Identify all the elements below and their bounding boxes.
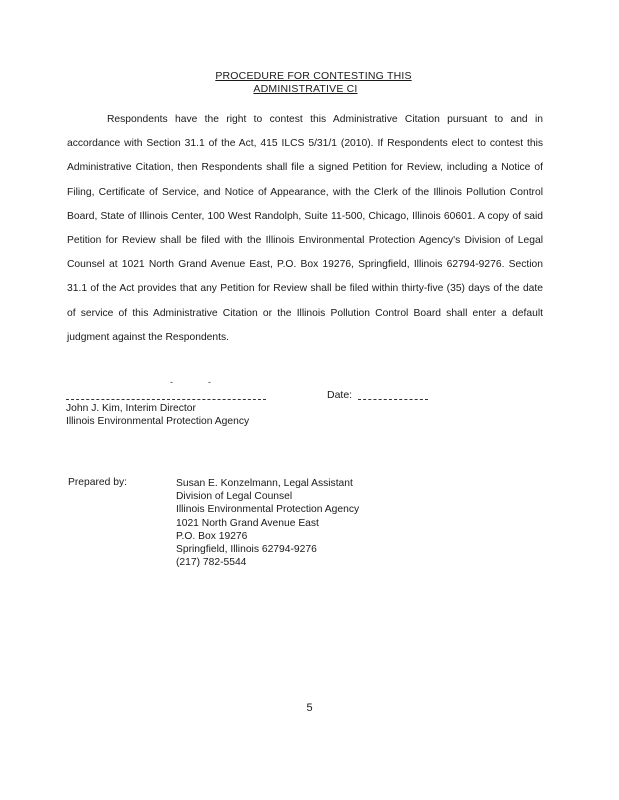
date-label: Date:: [327, 389, 353, 401]
preparer-line: Illinois Environmental Protection Agency: [176, 504, 360, 516]
procedure-paragraph: Respondents have the right to contest this Administrative Citation pursuant to and in accordance with Section 31.1 of the Act, 415 ILCS 5/31/1 (2010). If Respondents elect to contest this Administrative Citation, then Respondents shall file a signed Petition for Review, including a Notice of Filing, Certificate of Service, and Notice of Appearance, with the Clerk of the Illinois Pollution Control Board, State of Illinois Center, 100 West Randolph, Suite 11-500, Chicago, Illinois 60601. A copy of said Petition for Review shall be filed with the Illinois Environmental Protection Agency's Division of Legal Counsel at 1021 North Grand Avenue East, P.O. Box 19276, Springfield, Illinois 62794-9276. Section 31.1 of the Act provides that any Petition for Review shall be filed within thirty-five (35) days of the date of service of this Administrative Citation or the Illinois Pollution Control Board shall enter a default judgment against the Respondents.: [67, 114, 543, 343]
preparer-line: (217) 782-5544: [176, 557, 247, 569]
document-title-line-2: ADMINISTRATIVE CI: [253, 83, 358, 95]
signatory-name: John J. Kim, Interim Director: [66, 403, 196, 414]
signatory-block: [66, 402, 249, 428]
date-line: [358, 389, 428, 400]
signature-marks: - -: [170, 377, 212, 387]
prepared-by-label: Prepared by:: [68, 477, 127, 488]
preparer-line: Springfield, Illinois 62794-9276: [176, 544, 317, 556]
preparer-line: Susan E. Konzelmann, Legal Assistant: [176, 478, 353, 489]
preparer-line: Division of Legal Counsel: [176, 491, 293, 503]
page-number: 5: [306, 702, 313, 714]
document-title-line-1: PROCEDURE FOR CONTESTING THIS: [215, 70, 412, 82]
preparer-line: 1021 North Grand Avenue East: [176, 517, 319, 529]
preparer-address-block: [176, 477, 359, 569]
signatory-agency: Illinois Environmental Protection Agency: [66, 416, 250, 427]
signature-line: [66, 389, 266, 400]
preparer-line: P.O. Box 19276: [176, 530, 248, 542]
